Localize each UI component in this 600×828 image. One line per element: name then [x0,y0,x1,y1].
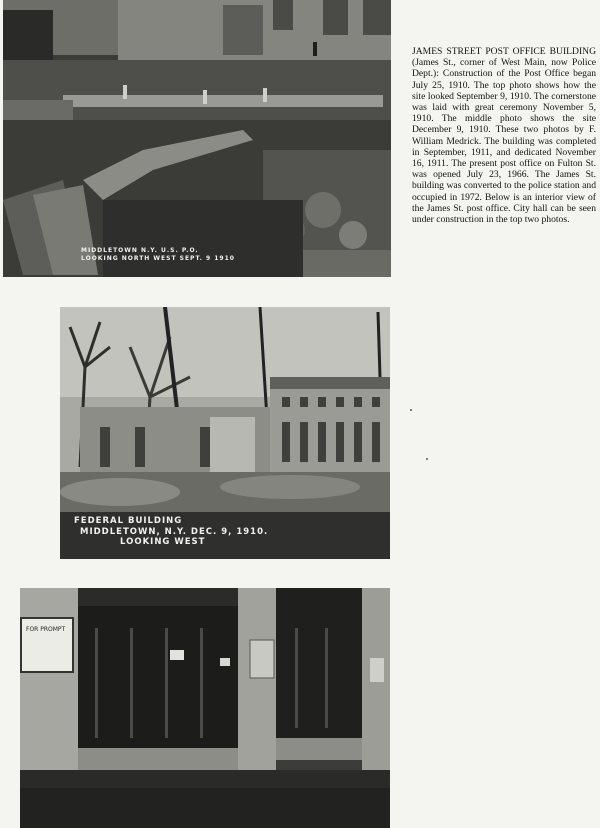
photo-middle-caption-line1: FEDERAL BUILDING [74,516,183,526]
photo-middle-caption-line2: MIDDLETOWN, N.Y. DEC. 9, 1910. [80,526,269,537]
photo-bottom-sign-text: FOR PROMPT [26,626,66,633]
photo-construction-site-sept-1910 [3,0,391,277]
photo-top-caption-line2: LOOKING NORTH WEST SEPT. 9 1910 [81,254,235,262]
speck [410,409,412,411]
photo-middle-caption-line3: LOOKING WEST [120,537,206,548]
photo-top-caption [81,247,235,262]
photo-top-image [3,0,391,277]
photo-top-caption-line1: MIDDLETOWN N.Y. U.S. P.O. [81,247,199,254]
article-text: JAMES STREET POST OFFICE BUILDING (James St., corner of West Main, now Police Dept.): Construction of the Post Office began July 25, 1910. The top photo shows how the site looked September 9, 1910. The cornerstone was laid with great ceremony November 5, 1910. The middle photo shows the site December 9, 1910. These two photos by F. William Medrick. The building was completed in September, 1911, and dedicated November 16, 1911. The present post office on Fulton St. was opened July 23, 1966. The James St. building was converted to the police station and occupied in 1972. Below is an interior view of the James St. post office. City hall can be seen under construction in the top two photos. [412,46,596,226]
speck [426,458,428,460]
photo-post-office-interior [20,588,390,828]
photo-bottom-image [20,588,390,828]
photo-federal-building-dec-1910 [60,307,390,559]
photo-middle-caption [74,516,268,548]
